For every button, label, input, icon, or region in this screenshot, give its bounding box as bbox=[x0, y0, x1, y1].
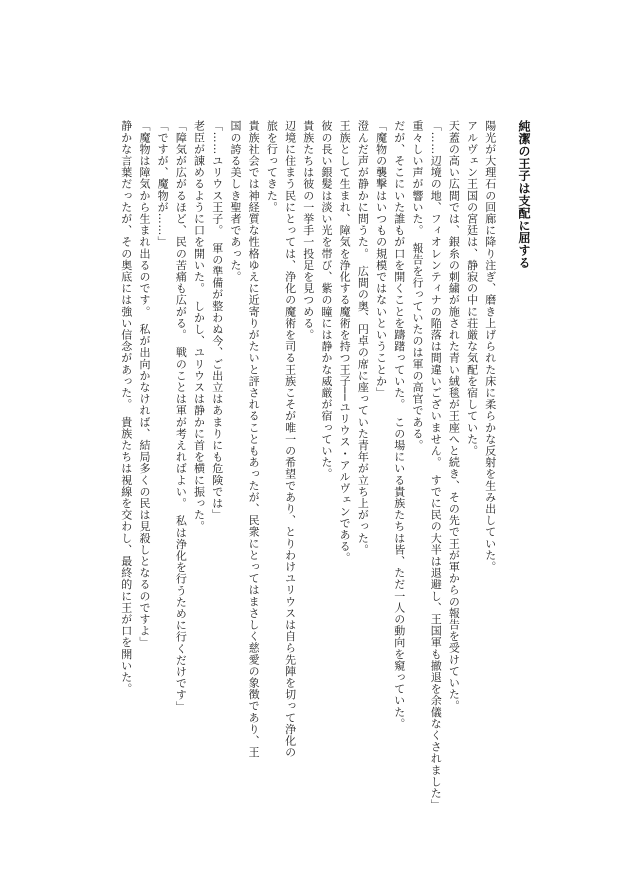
paragraph-line: 陽光が大理石の回廊に降り注ぎ、磨き上げられた床に柔らかな反射を生み出していた。 bbox=[483, 120, 497, 573]
vertical-text-body bbox=[117, 120, 533, 811]
paragraph-line: 老臣が諌めるように口を開いた。 しかし、ユリウスは静かに首を横に振った。 bbox=[192, 120, 206, 533]
paragraph-line: 貴族たちは彼の一挙手一投足を見つめる。 bbox=[301, 120, 315, 341]
paragraph-line: 王族として生まれ、障気を浄化する魔術を持つ王子──ユリウス・アルヴェンである。 bbox=[338, 120, 352, 564]
paragraph-line: 貴族社会では神経質な性格ゆえに近寄りがたいと評されることもあったが、民衆にとってはまさしく慈愛の象徴であり、王国の誇る美しき聖者であった。 bbox=[228, 120, 261, 758]
paragraph-line: だが、そこにいた誰もが口を開くことを躊躇っていた。 この場にいる貴族たちは皆、ただ一人の動向を窺っていた。 bbox=[392, 120, 406, 730]
paragraph-line: 澄んだ声が静かに問うた。 広間の奥、円卓の席に座っていた青年が立ち上がった。 bbox=[356, 120, 370, 556]
paragraph-line: 「魔物の襲撃はいつもの規模ではないということか」 bbox=[374, 120, 388, 399]
paragraph-line: 「ですが、魔物が……」 bbox=[156, 120, 170, 248]
paragraph-line: 「障気が広がるほど、民の苦痛も広がる。 戦のことは軍が考えればよい。 私は浄化を行うために行くだけです」 bbox=[174, 120, 188, 713]
paragraph-line: アルヴェン王国の宮廷は、静寂の中に荘厳な気配を宿していた。 bbox=[465, 120, 479, 457]
paragraph-line: 天蓋の高い広間では、銀糸の刺繍が施された青い絨毯が王座へと続き、その先で王が軍からの報告を受けていた。 bbox=[447, 120, 461, 712]
paragraph-line: 彼の長い銀髪は淡い光を帯び、紫の瞳には静かな威厳が宿っていた。 bbox=[319, 120, 333, 480]
paragraph-line: 「魔物は障気から生まれ出るのです。 私が出向かなければ、結局多くの民は見殺しとなるのですよ」 bbox=[137, 120, 151, 649]
paragraph-line: 重々しい声が響いた。 報告を行っていたのは軍の高官である。 bbox=[410, 120, 424, 451]
paragraph-line: 静かな言葉だったが、その奥底には強い信念があった。 貴族たちは視線を交わし、最終的に王が口を開いた。 bbox=[119, 120, 133, 695]
paragraph-line: 辺境に住まう民にとっては、浄化の魔術を司る王族こそが唯一の希望であり、とりわけユリウスは自ら先陣を切って浄化の旅を行ってきた。 bbox=[265, 120, 297, 758]
chapter-title: 純潔の王子は支配に屈する bbox=[517, 120, 531, 269]
paragraph-line: 「……辺境の地、フィオレンティナの陥落は間違いございません。 すでに民の大半は退避し、王国軍も撤退を余儀なくされました」 bbox=[429, 120, 443, 811]
paragraph-line: 「……ユリウス王子。 軍の準備が整わぬ今、ご出立はあまりにも危険では」 bbox=[210, 120, 224, 521]
